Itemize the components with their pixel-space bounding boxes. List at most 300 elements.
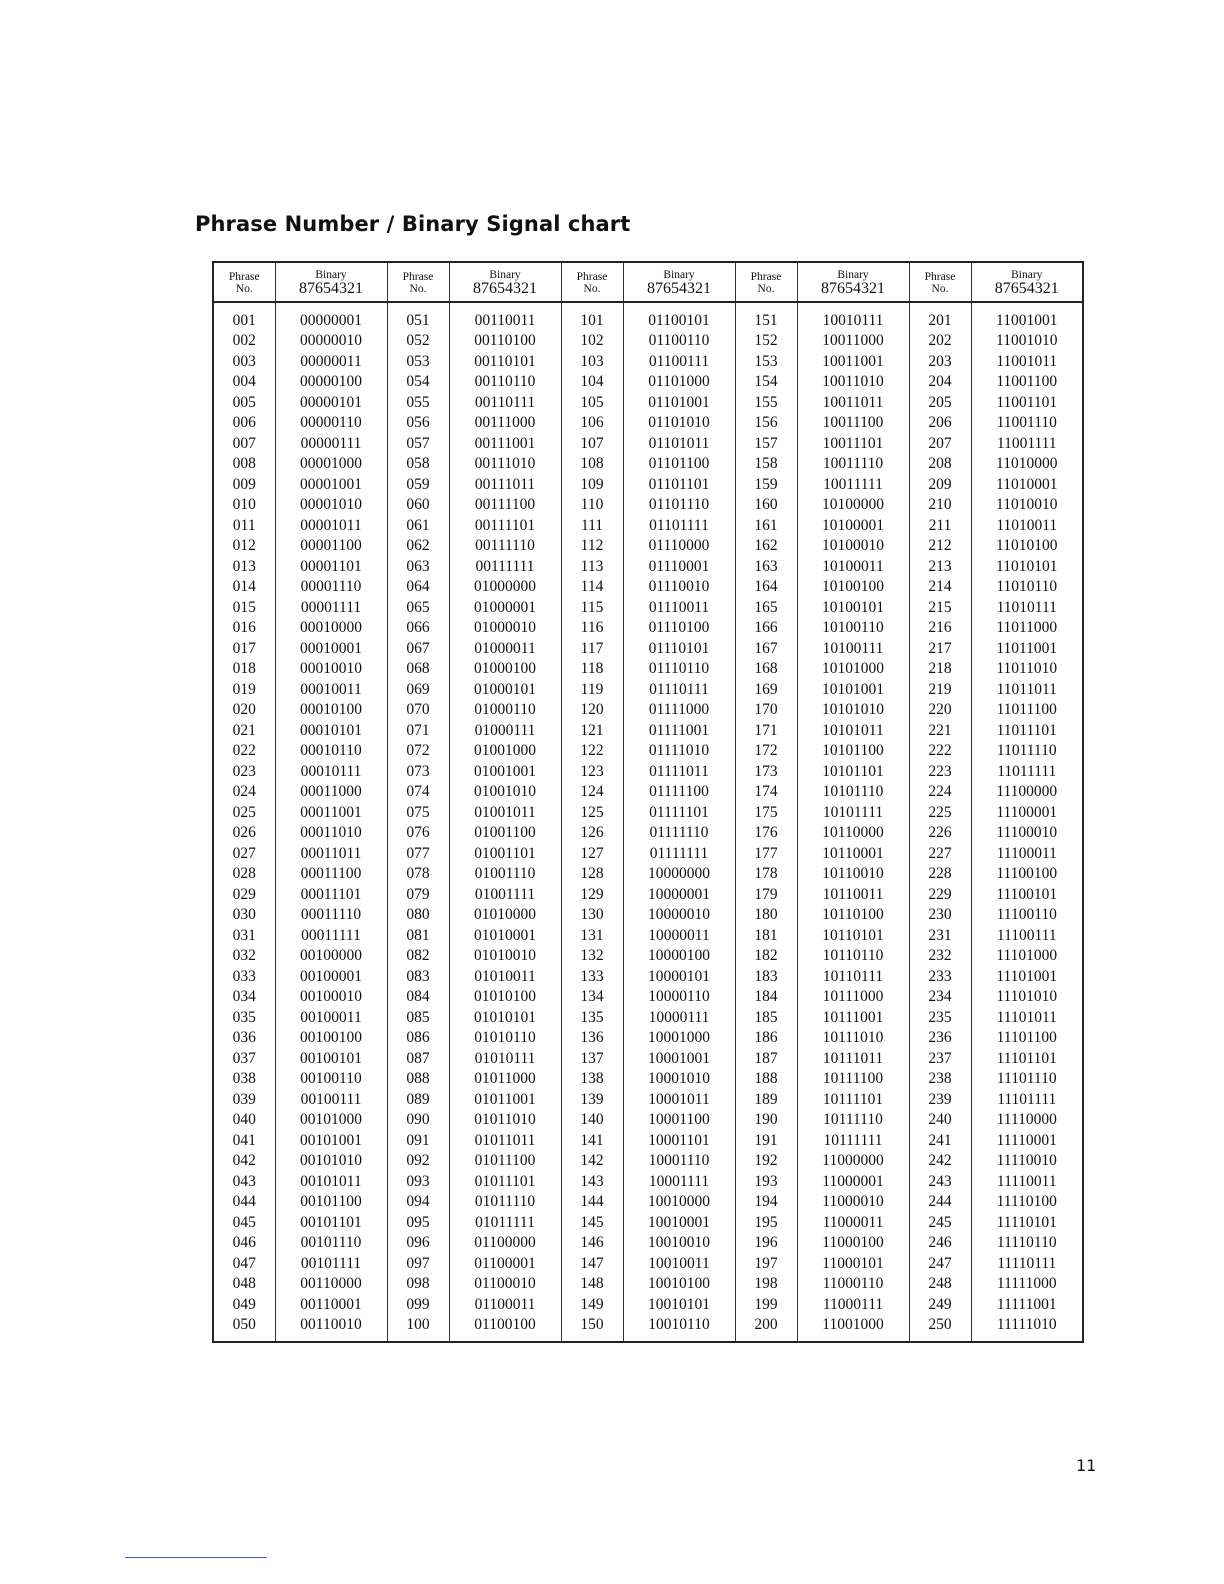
phrase-number-cell: 249	[909, 1295, 971, 1316]
phrase-number-cell: 159	[735, 475, 797, 496]
phrase-number-cell: 192	[735, 1151, 797, 1172]
binary-signal-cell: 10100001	[797, 516, 909, 537]
binary-signal-cell: 11111010	[971, 1315, 1083, 1342]
binary-signal-cell: 11110001	[971, 1131, 1083, 1152]
phrase-number-cell: 240	[909, 1110, 971, 1131]
binary-signal-cell: 01110110	[623, 659, 735, 680]
binary-signal-cell: 10000110	[623, 987, 735, 1008]
binary-signal-cell: 01111010	[623, 741, 735, 762]
phrase-number-cell: 035	[232, 1008, 256, 1026]
phrase-number-cell: 021	[232, 721, 256, 739]
table-row	[213, 454, 1083, 475]
phrase-number-cell: 218	[909, 659, 971, 680]
binary-signal-cell: 10101010	[797, 700, 909, 721]
table-body	[213, 302, 1083, 1342]
phrase-number-cell: 061	[387, 516, 449, 537]
binary-signal-cell: 00101011	[275, 1172, 387, 1193]
binary-signal-cell: 10000010	[623, 905, 735, 926]
binary-signal-cell: 11000001	[797, 1172, 909, 1193]
phrase-number-cell: 163	[735, 557, 797, 578]
binary-signal-cell: 01011110	[449, 1192, 561, 1213]
table-row	[213, 680, 1083, 701]
phrase-number-cell: 064	[387, 577, 449, 598]
binary-signal-cell: 10110000	[797, 823, 909, 844]
phrase-number-cell: 003	[232, 352, 256, 370]
phrase-number-cell: 232	[909, 946, 971, 967]
phrase-number-cell: 068	[387, 659, 449, 680]
phrase-number-cell: 104	[561, 372, 623, 393]
table-row	[213, 618, 1083, 639]
binary-signal-cell: 00011001	[275, 803, 387, 824]
binary-signal-cell: 00011100	[275, 864, 387, 885]
binary-signal-cell: 11100010	[971, 823, 1083, 844]
phrase-number-cell: 093	[387, 1172, 449, 1193]
binary-signal-cell: 11110100	[971, 1192, 1083, 1213]
binary-signal-cell: 10000000	[623, 864, 735, 885]
phrase-number-cell: 170	[735, 700, 797, 721]
table-row	[213, 946, 1083, 967]
binary-signal-cell: 11011110	[971, 741, 1083, 762]
phrase-number-cell: 043	[232, 1172, 256, 1190]
binary-signal-cell: 01110010	[623, 577, 735, 598]
binary-signal-cell: 10101011	[797, 721, 909, 742]
phrase-number-cell: 198	[735, 1274, 797, 1295]
phrase-number-cell: 241	[909, 1131, 971, 1152]
phrase-number-cell: 144	[561, 1192, 623, 1213]
binary-signal-cell: 01001010	[449, 782, 561, 803]
table-row	[213, 762, 1083, 783]
binary-signal-cell: 01000010	[449, 618, 561, 639]
binary-signal-cell: 11101000	[971, 946, 1083, 967]
phrase-number-cell: 152	[735, 331, 797, 352]
binary-signal-cell: 10101111	[797, 803, 909, 824]
phrase-number-cell: 143	[561, 1172, 623, 1193]
table-row	[213, 516, 1083, 537]
binary-signal-cell: 11010000	[971, 454, 1083, 475]
binary-signal-cell: 10010011	[623, 1254, 735, 1275]
binary-signal-cell: 10001000	[623, 1028, 735, 1049]
phrase-binary-table	[212, 261, 1084, 1343]
binary-signal-cell: 00110001	[275, 1295, 387, 1316]
phrase-number-cell: 053	[387, 352, 449, 373]
binary-signal-cell: 00000100	[275, 372, 387, 393]
binary-signal-cell: 00111111	[449, 557, 561, 578]
phrase-number-cell: 243	[909, 1172, 971, 1193]
phrase-number-cell: 145	[561, 1213, 623, 1234]
phrase-number-cell: 103	[561, 352, 623, 373]
phrase-number-cell: 042	[232, 1152, 256, 1170]
table-row	[213, 475, 1083, 496]
binary-signal-cell: 11001001	[971, 302, 1083, 332]
phrase-number-cell: 250	[909, 1315, 971, 1342]
phrase-number-cell: 037	[232, 1049, 256, 1067]
phrase-number-cell: 047	[232, 1254, 256, 1272]
phrase-number-cell: 006	[232, 414, 256, 432]
phrase-number-cell: 092	[387, 1151, 449, 1172]
binary-signal-cell: 00100010	[275, 987, 387, 1008]
binary-signal-cell: 01111111	[623, 844, 735, 865]
column-header-phrase: Phrase No.	[735, 262, 797, 302]
binary-signal-cell: 00110111	[449, 393, 561, 414]
phrase-number-cell: 108	[561, 454, 623, 475]
binary-signal-cell: 10111100	[797, 1069, 909, 1090]
phrase-number-cell: 151	[735, 302, 797, 332]
phrase-number-cell: 069	[387, 680, 449, 701]
binary-signal-cell: 00101111	[275, 1254, 387, 1275]
binary-signal-cell: 00101001	[275, 1131, 387, 1152]
phrase-number-cell: 101	[561, 302, 623, 332]
binary-signal-cell: 00001010	[275, 495, 387, 516]
phrase-number-cell: 173	[735, 762, 797, 783]
phrase-number-cell: 109	[561, 475, 623, 496]
table-row	[213, 413, 1083, 434]
phrase-number-cell: 158	[735, 454, 797, 475]
table-row	[213, 302, 1083, 332]
binary-signal-cell: 11000010	[797, 1192, 909, 1213]
table-row	[213, 823, 1083, 844]
phrase-number-cell: 195	[735, 1213, 797, 1234]
phrase-number-cell: 202	[909, 331, 971, 352]
binary-signal-cell: 11001010	[971, 331, 1083, 352]
phrase-number-cell: 200	[735, 1315, 797, 1342]
binary-signal-cell: 01111110	[623, 823, 735, 844]
table-row	[213, 557, 1083, 578]
phrase-number-cell: 130	[561, 905, 623, 926]
binary-signal-cell: 11011001	[971, 639, 1083, 660]
phrase-number-cell: 150	[561, 1315, 623, 1342]
phrase-number-cell: 011	[232, 516, 256, 534]
phrase-number-cell: 044	[232, 1193, 256, 1211]
phrase-number-cell: 126	[561, 823, 623, 844]
binary-signal-cell: 11101111	[971, 1090, 1083, 1111]
binary-signal-cell: 01100101	[623, 302, 735, 332]
binary-signal-cell: 01011111	[449, 1213, 561, 1234]
phrase-number-cell: 220	[909, 700, 971, 721]
phrase-number-cell: 096	[387, 1233, 449, 1254]
phrase-number-cell: 005	[232, 393, 256, 411]
binary-signal-cell: 01110000	[623, 536, 735, 557]
binary-signal-cell: 01100000	[449, 1233, 561, 1254]
binary-signal-cell: 00010001	[275, 639, 387, 660]
phrase-number-cell: 186	[735, 1028, 797, 1049]
binary-signal-cell: 00011110	[275, 905, 387, 926]
phrase-number-cell: 089	[387, 1090, 449, 1111]
phrase-number-cell: 154	[735, 372, 797, 393]
binary-signal-cell: 00011010	[275, 823, 387, 844]
binary-signal-cell: 10100101	[797, 598, 909, 619]
phrase-number-cell: 184	[735, 987, 797, 1008]
phrase-number-cell: 120	[561, 700, 623, 721]
table-row	[213, 393, 1083, 414]
phrase-number-cell: 049	[232, 1295, 256, 1313]
binary-signal-cell: 11110101	[971, 1213, 1083, 1234]
phrase-number-cell: 055	[387, 393, 449, 414]
binary-signal-cell: 01001111	[449, 885, 561, 906]
phrase-number-cell: 233	[909, 967, 971, 988]
binary-signal-cell: 10011101	[797, 434, 909, 455]
binary-signal-cell: 01101010	[623, 413, 735, 434]
binary-signal-cell: 00001101	[275, 557, 387, 578]
phrase-number-cell: 182	[735, 946, 797, 967]
phrase-number-cell: 001	[232, 311, 256, 329]
binary-signal-cell: 01110111	[623, 680, 735, 701]
binary-signal-cell: 10110011	[797, 885, 909, 906]
binary-signal-cell: 01100001	[449, 1254, 561, 1275]
phrase-number-cell: 009	[232, 475, 256, 493]
binary-signal-cell: 00001001	[275, 475, 387, 496]
phrase-number-cell: 029	[232, 885, 256, 903]
binary-signal-cell: 11110000	[971, 1110, 1083, 1131]
phrase-number-cell: 010	[232, 496, 256, 514]
binary-signal-cell: 00100011	[275, 1008, 387, 1029]
binary-signal-cell: 10011010	[797, 372, 909, 393]
binary-signal-cell: 00111101	[449, 516, 561, 537]
binary-signal-cell: 01011100	[449, 1151, 561, 1172]
phrase-number-cell: 181	[735, 926, 797, 947]
binary-signal-cell: 10011100	[797, 413, 909, 434]
binary-signal-cell: 10010111	[797, 302, 909, 332]
phrase-number-cell: 132	[561, 946, 623, 967]
binary-signal-cell: 01010110	[449, 1028, 561, 1049]
binary-signal-cell: 10111001	[797, 1008, 909, 1029]
binary-signal-cell: 01011011	[449, 1131, 561, 1152]
table-row	[213, 577, 1083, 598]
binary-signal-cell: 11001110	[971, 413, 1083, 434]
binary-signal-cell: 00010101	[275, 721, 387, 742]
table-row	[213, 885, 1083, 906]
binary-signal-cell: 10101000	[797, 659, 909, 680]
phrase-number-cell: 022	[232, 742, 256, 760]
phrase-number-cell: 246	[909, 1233, 971, 1254]
phrase-number-cell: 090	[387, 1110, 449, 1131]
phrase-number-cell: 194	[735, 1192, 797, 1213]
binary-signal-cell: 10001110	[623, 1151, 735, 1172]
table-row	[213, 331, 1083, 352]
phrase-number-cell: 014	[232, 578, 256, 596]
table-row	[213, 1192, 1083, 1213]
phrase-number-cell: 084	[387, 987, 449, 1008]
phrase-number-cell: 206	[909, 413, 971, 434]
binary-signal-cell: 11000000	[797, 1151, 909, 1172]
binary-signal-cell: 10011011	[797, 393, 909, 414]
binary-signal-cell: 01111001	[623, 721, 735, 742]
phrase-number-cell: 074	[387, 782, 449, 803]
binary-signal-cell: 11011000	[971, 618, 1083, 639]
phrase-number-cell: 012	[232, 537, 256, 555]
binary-signal-cell: 10011000	[797, 331, 909, 352]
binary-signal-cell: 01101011	[623, 434, 735, 455]
binary-signal-cell: 10110100	[797, 905, 909, 926]
binary-signal-cell: 00000101	[275, 393, 387, 414]
binary-signal-cell: 11000101	[797, 1254, 909, 1275]
phrase-number-cell: 180	[735, 905, 797, 926]
phrase-number-cell: 164	[735, 577, 797, 598]
binary-signal-cell: 00110100	[449, 331, 561, 352]
binary-signal-cell: 11101001	[971, 967, 1083, 988]
phrase-number-cell: 122	[561, 741, 623, 762]
binary-signal-cell: 10111000	[797, 987, 909, 1008]
phrase-number-cell: 073	[387, 762, 449, 783]
page-title: Phrase Number / Binary Signal chart	[195, 212, 631, 236]
phrase-number-cell: 199	[735, 1295, 797, 1316]
phrase-number-cell: 027	[232, 844, 256, 862]
binary-signal-cell: 00010110	[275, 741, 387, 762]
phrase-number-cell: 221	[909, 721, 971, 742]
phrase-number-cell: 179	[735, 885, 797, 906]
table-row	[213, 1315, 1083, 1342]
phrase-number-cell: 017	[232, 639, 256, 657]
phrase-number-cell: 196	[735, 1233, 797, 1254]
phrase-number-cell: 225	[909, 803, 971, 824]
binary-signal-cell: 00001100	[275, 536, 387, 557]
table-row	[213, 905, 1083, 926]
binary-signal-cell: 01010100	[449, 987, 561, 1008]
binary-signal-cell: 01001001	[449, 762, 561, 783]
binary-signal-cell: 11000011	[797, 1213, 909, 1234]
phrase-number-cell: 205	[909, 393, 971, 414]
binary-signal-cell: 01000111	[449, 721, 561, 742]
phrase-number-cell: 118	[561, 659, 623, 680]
column-header-binary: Binary 87654321	[275, 262, 387, 302]
binary-signal-cell: 10001001	[623, 1049, 735, 1070]
phrase-number-cell: 031	[232, 926, 256, 944]
phrase-number-cell: 112	[561, 536, 623, 557]
column-header-binary: Binary 87654321	[623, 262, 735, 302]
binary-signal-cell: 11101010	[971, 987, 1083, 1008]
table-row	[213, 352, 1083, 373]
phrase-number-cell: 054	[387, 372, 449, 393]
binary-signal-cell: 10011111	[797, 475, 909, 496]
phrase-number-cell: 248	[909, 1274, 971, 1295]
table-row	[213, 598, 1083, 619]
phrase-number-cell: 116	[561, 618, 623, 639]
binary-signal-cell: 00111110	[449, 536, 561, 557]
phrase-number-cell: 023	[232, 762, 256, 780]
binary-signal-cell: 00001000	[275, 454, 387, 475]
phrase-number-cell: 007	[232, 434, 256, 452]
binary-signal-cell: 00010011	[275, 680, 387, 701]
column-header-phrase: Phrase No.	[561, 262, 623, 302]
phrase-number-cell: 077	[387, 844, 449, 865]
table-row	[213, 700, 1083, 721]
table-row	[213, 864, 1083, 885]
column-header-phrase: Phrase No.	[909, 262, 971, 302]
phrase-number-cell: 177	[735, 844, 797, 865]
binary-signal-cell: 01100110	[623, 331, 735, 352]
table-row	[213, 1295, 1083, 1316]
phrase-number-cell: 171	[735, 721, 797, 742]
binary-signal-cell: 11010011	[971, 516, 1083, 537]
binary-signal-cell: 11100011	[971, 844, 1083, 865]
phrase-number-cell: 215	[909, 598, 971, 619]
binary-signal-cell: 10100110	[797, 618, 909, 639]
binary-signal-cell: 11010110	[971, 577, 1083, 598]
table-row	[213, 782, 1083, 803]
binary-signal-cell: 00001110	[275, 577, 387, 598]
binary-signal-cell: 11100100	[971, 864, 1083, 885]
phrase-number-cell: 134	[561, 987, 623, 1008]
binary-signal-cell: 00010000	[275, 618, 387, 639]
phrase-number-cell: 087	[387, 1049, 449, 1070]
phrase-number-cell: 213	[909, 557, 971, 578]
binary-signal-cell: 10010001	[623, 1213, 735, 1234]
binary-signal-cell: 01111011	[623, 762, 735, 783]
binary-signal-cell: 11101110	[971, 1069, 1083, 1090]
binary-signal-cell: 01010001	[449, 926, 561, 947]
phrase-number-cell: 095	[387, 1213, 449, 1234]
binary-signal-cell: 01011001	[449, 1090, 561, 1111]
phrase-number-cell: 190	[735, 1110, 797, 1131]
binary-signal-cell: 10001010	[623, 1069, 735, 1090]
phrase-number-cell: 081	[387, 926, 449, 947]
binary-signal-cell: 00101000	[275, 1110, 387, 1131]
binary-signal-cell: 10010100	[623, 1274, 735, 1295]
binary-signal-cell: 01100100	[449, 1315, 561, 1342]
binary-signal-cell: 01010101	[449, 1008, 561, 1029]
binary-signal-cell: 10111110	[797, 1110, 909, 1131]
table-row	[213, 987, 1083, 1008]
phrase-number-cell: 062	[387, 536, 449, 557]
table-row	[213, 372, 1083, 393]
binary-signal-cell: 10100011	[797, 557, 909, 578]
binary-signal-cell: 01001011	[449, 803, 561, 824]
phrase-number-cell: 211	[909, 516, 971, 537]
phrase-number-cell: 237	[909, 1049, 971, 1070]
table-row	[213, 844, 1083, 865]
phrase-number-cell: 030	[232, 906, 256, 924]
phrase-number-cell: 115	[561, 598, 623, 619]
phrase-number-cell: 247	[909, 1254, 971, 1275]
binary-signal-cell: 11101011	[971, 1008, 1083, 1029]
phrase-number-cell: 242	[909, 1151, 971, 1172]
binary-signal-cell: 10110110	[797, 946, 909, 967]
binary-signal-cell: 01001100	[449, 823, 561, 844]
binary-signal-cell: 00101110	[275, 1233, 387, 1254]
phrase-number-cell: 201	[909, 302, 971, 332]
binary-signal-cell: 10000001	[623, 885, 735, 906]
binary-signal-cell: 11111000	[971, 1274, 1083, 1295]
page-number: 11	[1076, 1456, 1097, 1475]
phrase-number-cell: 235	[909, 1008, 971, 1029]
phrase-number-cell: 216	[909, 618, 971, 639]
binary-signal-cell: 01001110	[449, 864, 561, 885]
binary-signal-cell: 00000001	[275, 302, 387, 332]
binary-signal-cell: 11100110	[971, 905, 1083, 926]
phrase-number-cell: 083	[387, 967, 449, 988]
binary-signal-cell: 00110101	[449, 352, 561, 373]
phrase-number-cell: 231	[909, 926, 971, 947]
phrase-number-cell: 156	[735, 413, 797, 434]
phrase-number-cell: 098	[387, 1274, 449, 1295]
table-row	[213, 1254, 1083, 1275]
binary-signal-cell: 11011011	[971, 680, 1083, 701]
binary-signal-cell: 01100111	[623, 352, 735, 373]
table-row	[213, 1069, 1083, 1090]
phrase-number-cell: 236	[909, 1028, 971, 1049]
binary-signal-cell: 10111011	[797, 1049, 909, 1070]
phrase-number-cell: 153	[735, 352, 797, 373]
binary-signal-cell: 01001000	[449, 741, 561, 762]
phrase-number-cell: 230	[909, 905, 971, 926]
binary-signal-cell: 10001111	[623, 1172, 735, 1193]
binary-signal-cell: 10010101	[623, 1295, 735, 1316]
phrase-number-cell: 178	[735, 864, 797, 885]
phrase-number-cell: 238	[909, 1069, 971, 1090]
table-row	[213, 1049, 1083, 1070]
phrase-number-cell: 015	[232, 598, 256, 616]
phrase-number-cell: 210	[909, 495, 971, 516]
phrase-number-cell: 193	[735, 1172, 797, 1193]
